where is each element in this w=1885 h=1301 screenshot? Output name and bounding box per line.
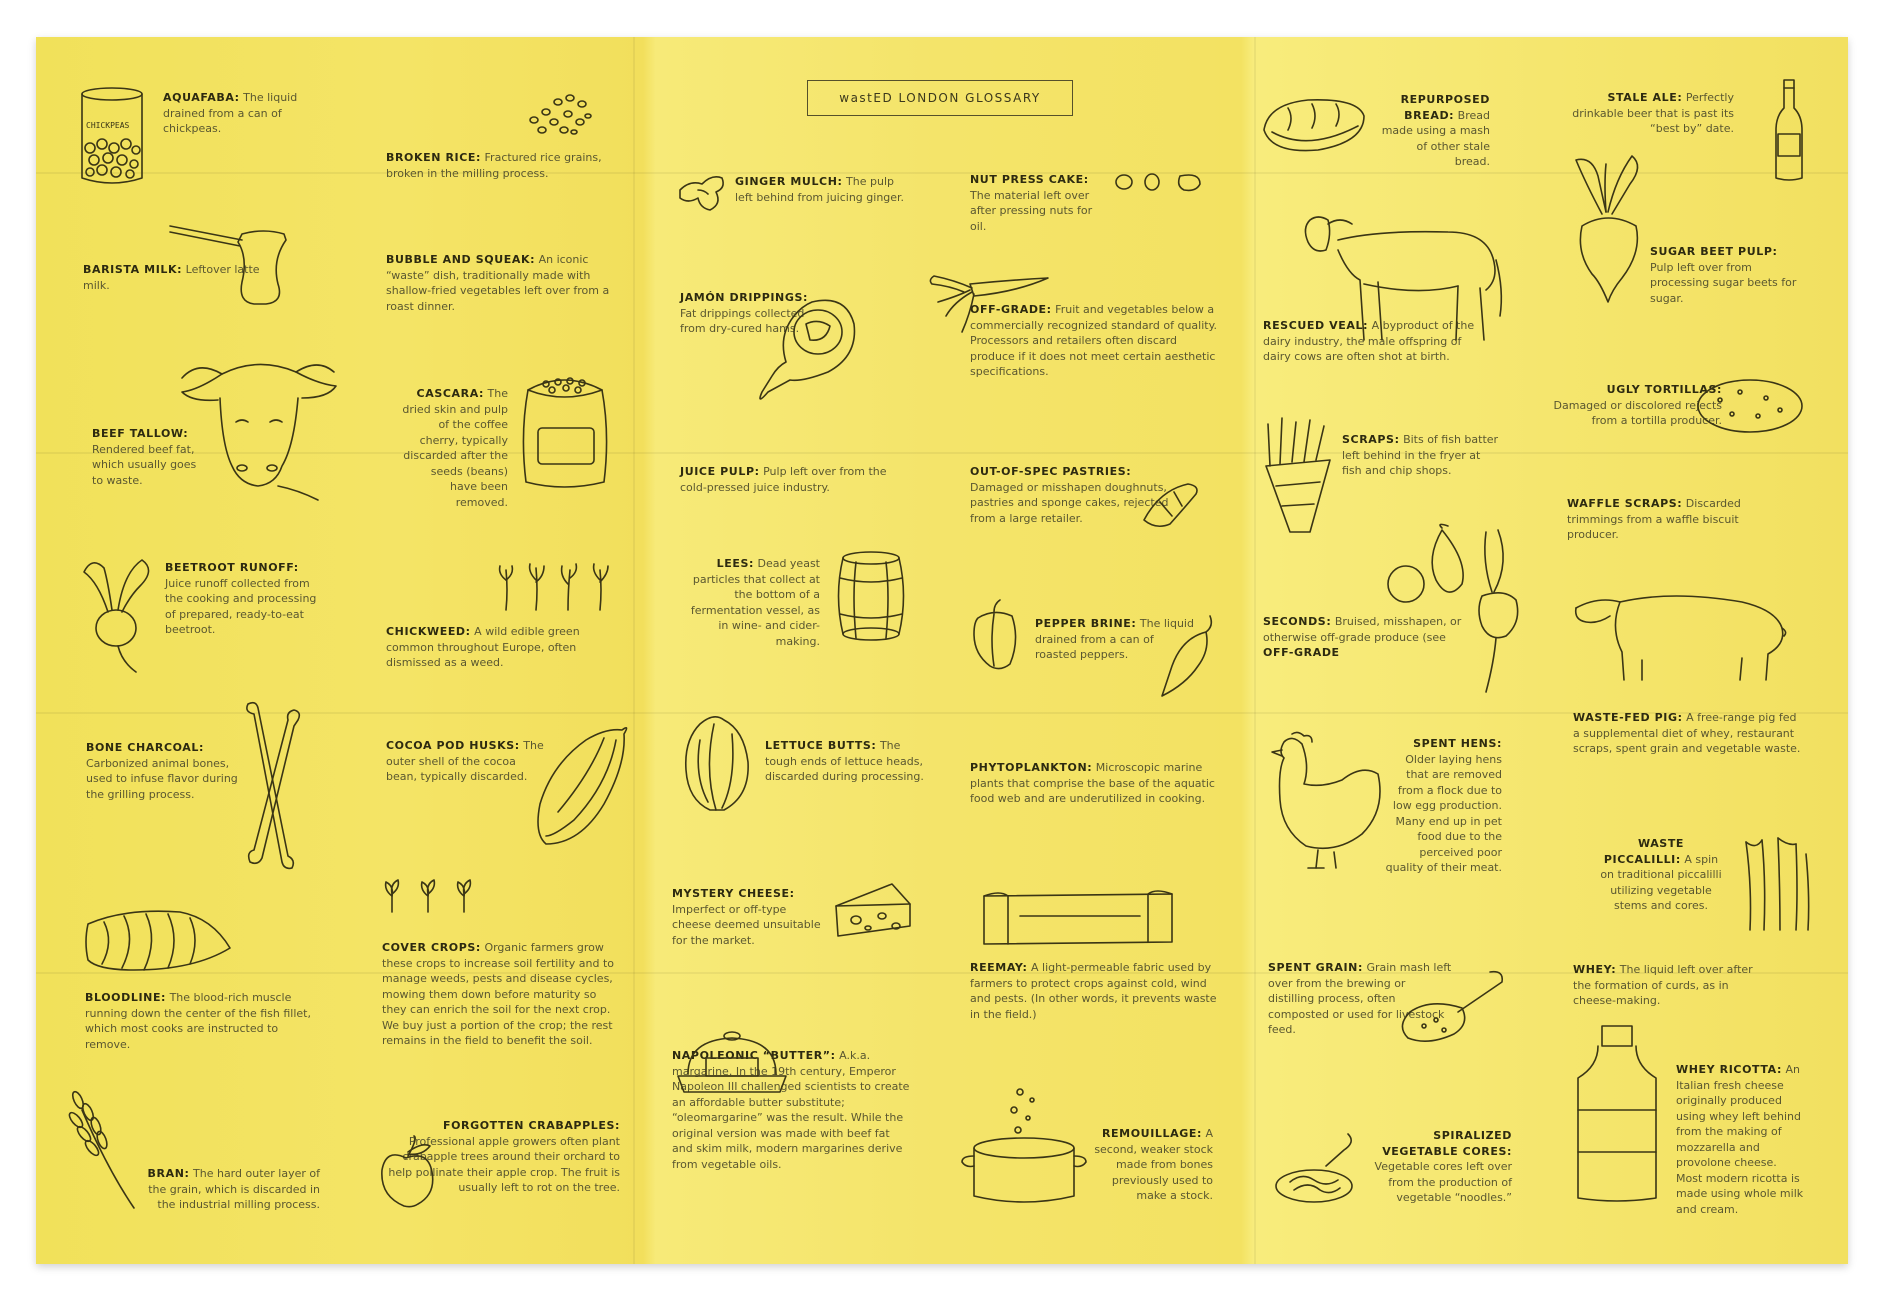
glossary-entry: CHICKWEED: A wild edible green common throughout Europe, often dismissed as a weed. — [386, 625, 580, 669]
glossary-entry: BARISTA MILK: Leftover latte milk. — [83, 263, 260, 292]
glossary-entry: NUT PRESS CAKE: The material left over after pressing nuts for oil. — [970, 173, 1093, 233]
glossary-entry: SCRAPS: Bits of fish batter left behind in the fryer at fish and chip shops. — [1342, 433, 1499, 477]
glossary-entry: WAFFLE SCRAPS: Discarded trimmings from a waffle biscuit producer. — [1567, 497, 1741, 541]
rice-grains-icon — [524, 90, 594, 138]
page-title: wastED LONDON GLOSSARY — [807, 80, 1073, 116]
carrot-icon — [924, 266, 1050, 334]
chickweed-icon — [496, 560, 618, 612]
glossary-entry: REMOUILLAGE: A second, weaker stock made from bones previously used to make a stock. — [1094, 1127, 1213, 1202]
glossary-entry: MYSTERY CHEESE: Imperfect or off-type cheese deemed unsuitable for the market. — [672, 887, 821, 947]
produce-icon — [1386, 522, 1536, 696]
glossary-entry: FORGOTTEN CRABAPPLES: Professional apple growers often plant crabapple trees around their orchard to help pollinate their apple crop. The fruit is usually left to rot on the tree. — [388, 1119, 620, 1194]
svg-text:CHICKPEAS: CHICKPEAS — [86, 121, 130, 130]
glossary-entry: BROKEN RICE: Fractured rice grains, broken in the milling process. — [386, 151, 602, 180]
glossary-entry: GINGER MULCH: The pulp left behind from juicing ginger. — [735, 175, 905, 204]
glossary-entry: UGLY TORTILLAS: Damaged or discolored rejects from a tortilla producer. — [1553, 383, 1722, 427]
spiral-plate-icon — [1274, 1132, 1370, 1206]
glossary-entry: CASCARA: The dried skin and pulp of the coffee cherry, typically discarded after the seeds (beans) have been removed. — [402, 387, 508, 509]
cocoa-pod-icon — [534, 724, 630, 848]
milk-can-icon — [1572, 1022, 1662, 1202]
glossary-entry: BEEF TALLOW: Rendered beef fat, which usually goes to waste. — [92, 427, 197, 487]
fold-line — [1254, 37, 1256, 1264]
glossary-entry: JAMÓN DRIPPINGS: Fat drippings collected from dry-cured hams. — [680, 291, 809, 335]
cheese-icon — [834, 882, 912, 938]
glossary-entry: SPENT HENS: Older laying hens that are removed from a flock due to low egg production. Many end up in pet food due to the perceived poor quality of their meat. — [1385, 737, 1502, 874]
glossary-entry: BONE CHARCOAL: Carbonized animal bones, used to infuse flavor during the grilling process. — [86, 741, 238, 801]
fish-chips-icon — [1260, 416, 1338, 534]
glossary-entry: RESCUED VEAL: A byproduct of the dairy industry, the male offspring of dairy cows are often shot at birth. — [1263, 319, 1475, 363]
glossary-entry: LEES: Dead yeast particles that collect at the bottom of a fermentation vessel, as in wine- and cider-making. — [690, 557, 820, 648]
bread-icon — [1258, 94, 1368, 156]
wheat-icon — [68, 1090, 138, 1210]
tortilla-icon — [1696, 378, 1804, 434]
glossary-entry: WHEY RICOTTA: An Italian fresh cheese originally produced using whey left behind from the making of mozzarella and provolone cheese. Most modern ricotta is made using whole milk and cream. — [1676, 1063, 1804, 1216]
piccalilli-icon — [1740, 836, 1814, 932]
coffee-pot-icon — [168, 220, 304, 306]
fish-fillet-icon — [84, 908, 232, 974]
glossary-entry: WHEY: The liquid left over after the formation of curds, as in cheese-making. — [1573, 963, 1753, 1007]
ale-bottle-icon — [1772, 78, 1806, 182]
glossary-entry: WASTE PICCALILLI: A spin on traditional piccalilli utilizing vegetable stems and cores. — [1600, 837, 1722, 912]
barrel-icon — [836, 550, 906, 642]
glossary-entry: BRAN: The hard outer layer of the grain, which is discarded in the industrial milling process. — [147, 1167, 320, 1211]
butter-dish-icon — [676, 1030, 788, 1100]
beetroot-icon — [78, 552, 160, 676]
nuts-icon — [1114, 170, 1204, 192]
cow-head-icon — [178, 350, 338, 500]
seedlings-icon — [382, 880, 478, 914]
glossary-entry: COVER CROPS: Organic farmers grow these crops to increase soil fertility and to manage weeds, pests and disease cycles, mowing them down before maturity so they can enrich the soil for the next crop. We buy just a portion of the crop; the rest remains in the field to benefit the soil. — [382, 941, 614, 1047]
calf-icon — [1298, 210, 1506, 342]
ham-icon — [754, 296, 858, 408]
glossary-entry: OFF-GRADE: Fruit and vegetables below a commercially recognized standard of quality. Processors and retailers often discard produce if it does not meet certain aesthetic specifications. — [970, 303, 1218, 378]
glossary-entry: SPENT GRAIN: Grain mash left over from the brewing or distilling process, often composted or used for livestock feed. — [1268, 961, 1452, 1036]
pepper-icon — [970, 600, 1020, 672]
chickpea-can-icon — [80, 86, 144, 188]
glossary-entry: OUT-OF-SPEC PASTRIES: Damaged or misshapen doughnuts, pastries and sponge cakes, rejected from a large retailer. — [970, 465, 1169, 525]
bones-icon — [244, 700, 302, 870]
coffee-sack-icon — [518, 374, 612, 492]
lettuce-icon — [680, 710, 754, 814]
pig-icon — [1572, 588, 1788, 682]
fold-line — [633, 37, 635, 1264]
glossary-entry: REPURPOSED BREAD: Bread made using a mash of other stale bread. — [1381, 93, 1490, 168]
glossary-entry: AQUAFABA: The liquid drained from a can of chickpeas. — [163, 91, 298, 135]
glossary-entry: PHYTOPLANKTON: Microscopic marine plants that comprise the base of the aquatic food web and are underutilized in cooking. — [970, 761, 1215, 805]
glossary-entry: JUICE PULP: Pulp left over from the cold-pressed juice industry. — [680, 465, 887, 494]
scoop-icon — [1394, 968, 1506, 1046]
glossary-entry: BUBBLE AND SQUEAK: An iconic “waste” dish, traditionally made with shallow-fried vegetables left over from a roast dinner. — [386, 253, 610, 313]
ginger-icon — [676, 168, 728, 214]
stock-pot-icon — [958, 1086, 1090, 1206]
hen-icon — [1262, 730, 1384, 870]
glossary-entry: SECONDS: Bruised, misshapen, or otherwise off-grade produce (see OFF-GRADE — [1263, 615, 1462, 659]
glossary-entry: COCOA POD HUSKS: The outer shell of the cocoa bean, typically discarded. — [386, 739, 544, 783]
glossary-entry: REEMAY: A light-permeable fabric used by farmers to protect crops against cold, wind and pests. (In other words, it prevents waste in the field.) — [970, 961, 1217, 1021]
chili-icon — [1158, 614, 1216, 698]
glossary-entry: STALE ALE: Perfectly drinkable beer that is past its “best by” date. — [1572, 91, 1734, 135]
glossary-entry: BLOODLINE: The blood-rich muscle running down the center of the fish fillet, which most cooks are instructed to remove. — [85, 991, 311, 1051]
croissant-icon — [1140, 480, 1202, 530]
glossary-entry: PEPPER BRINE: The liquid drained from a can of roasted peppers. — [1035, 617, 1194, 661]
fabric-icon — [980, 886, 1176, 948]
glossary-entry: WASTE-FED PIG: A free-range pig fed a supplemental diet of whey, restaurant scraps, spent grain and vegetable waste. — [1573, 711, 1801, 755]
crabapple-icon — [378, 1136, 436, 1210]
glossary-entry: SPIRALIZED VEGETABLE CORES: Vegetable cores left over from the production of vegetable “noodles.” — [1374, 1129, 1512, 1204]
glossary-entry: LETTUCE BUTTS: The tough ends of lettuce heads, discarded during processing. — [765, 739, 924, 783]
glossary-entry: SUGAR BEET PULP: Pulp left over from processing sugar beets for sugar. — [1650, 245, 1797, 305]
glossary-entry: NAPOLEONIC “BUTTER”: A.k.a. margarine. In the 19th century, Emperor Napoleon III challenged scientists to create an affordable butter substitute; “oleomargarine” was the result. While the original version was made with beef fat and skim milk, modern margarines derive from vegetable oils. — [672, 1049, 910, 1171]
glossary-entry: BEETROOT RUNOFF: Juice runoff collected from the cooking and processing of prepared, ready-to-eat beetroot. — [165, 561, 317, 636]
sugar-beet-icon — [1572, 154, 1644, 304]
